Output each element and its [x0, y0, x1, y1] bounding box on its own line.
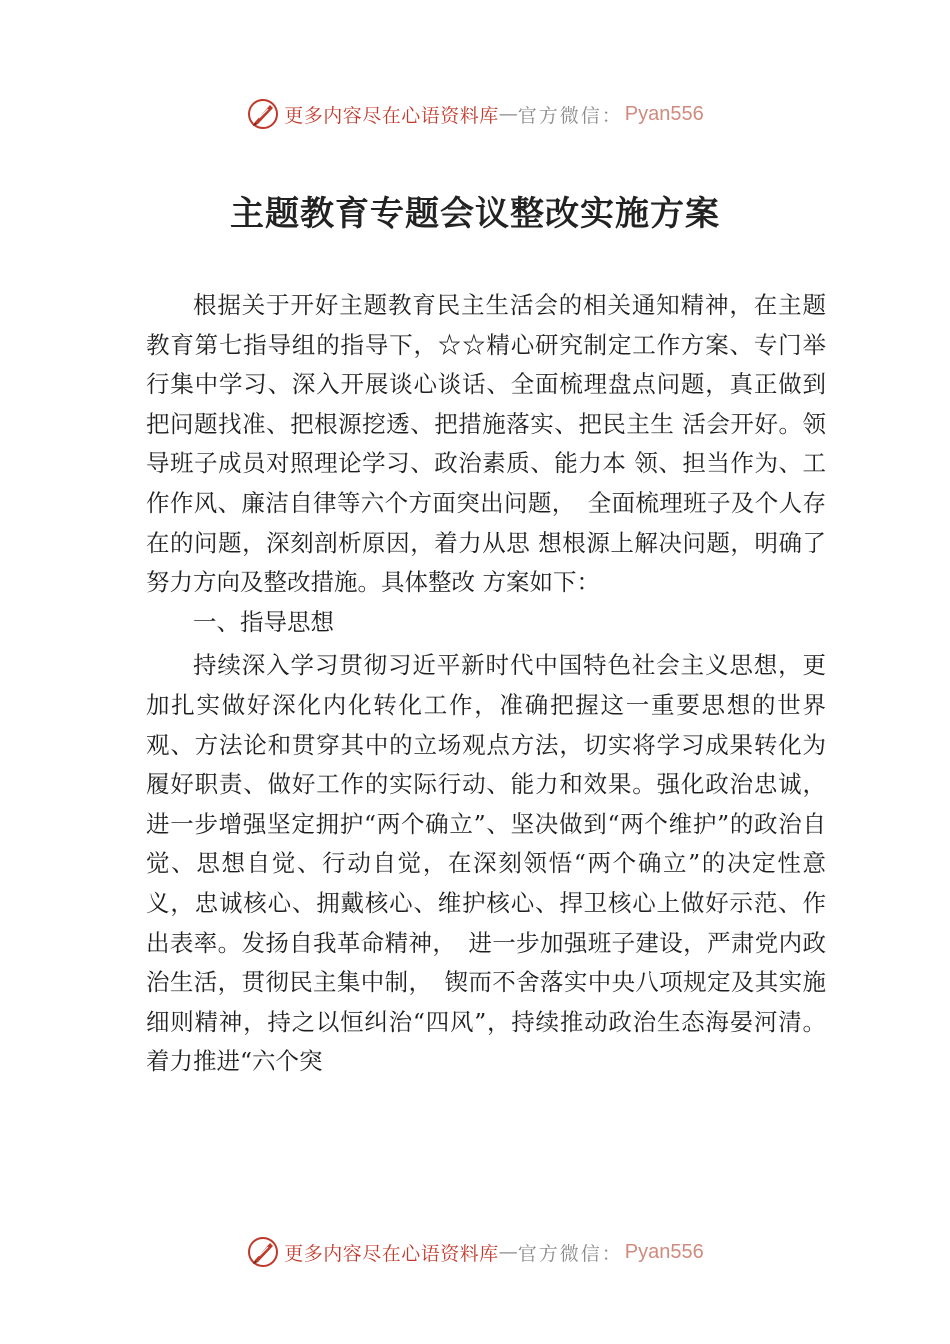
footer-banner [0, 1232, 950, 1272]
banner-wechat-id: Pyan556 [624, 102, 704, 125]
banner-wechat-label: 官方微信： [517, 104, 623, 127]
banner-brand-text: 更多内容尽在心语资料库 [284, 104, 499, 127]
banner-wechat-label: 官方微信： [517, 1242, 623, 1265]
banner-dash: — [498, 1241, 518, 1263]
banner-dash: — [498, 103, 518, 125]
banner-brand-text: 更多内容尽在心语资料库 [284, 1242, 499, 1265]
paragraph-guiding-ideology: 持续深入学习贯彻习近平新时代中国特色社会主义思想，更加扎实做好深化内化转化工作，准确把握这一重要思想的世界观、方法论和贯穿其中的立场观点方法，切实将学习成果转化为履好职责、做好工作的实际行动、能力和效果。强化政治忠诚，进一步增强坚定拥护“两个确立”、坚决做到“两个维护”的政治自觉、思想自觉、行动自觉，在深刻领悟“两个确立”的决定性意义，忠诚核心、拥戴核心、维护核心、捍卫核心上做好示范、作出表率。发扬自我革命精神， 进一步加强班子建设，严肃党内政治生活，贯彻民主集中制， 锲而不舍落实中央八项规定及其实施细则精神，持之以恒纠治“四风”，持续推动政治生态海晏河清。着力推进“六个突 [146, 651, 826, 1076]
quill-pen-logo-icon [246, 1235, 280, 1269]
document-title: 主题教育专题会议整改实施方案 [230, 194, 720, 234]
quill-pen-logo-icon [246, 97, 280, 131]
banner-wechat-id: Pyan556 [624, 1240, 704, 1263]
document-body [146, 286, 826, 1082]
paragraph-intro: 根据关于开好主题教育民主生活会的相关通知精神，在主题教育第七指导组的指导下，☆☆精心研究制定工作方案、专门举行集中学习、深入开展谈心谈话、全面梳理盘点问题，真正做到把问题找准、把根源挖透、把措施落实、把民主生 活会开好。领导班子成员对照理论学习、政治素质、能力本 领、担当作为、工作作风、廉洁自律等六个方面突出问题， 全面梳理班子及个人存在的问题，深刻剖析原因，着力从思 想根源上解决问题，明确了努力方向及整改措施。具体整改 方案如下： [146, 291, 826, 597]
header-banner [0, 94, 950, 134]
section-heading-guiding-ideology: 一、指导思想 [193, 607, 334, 636]
